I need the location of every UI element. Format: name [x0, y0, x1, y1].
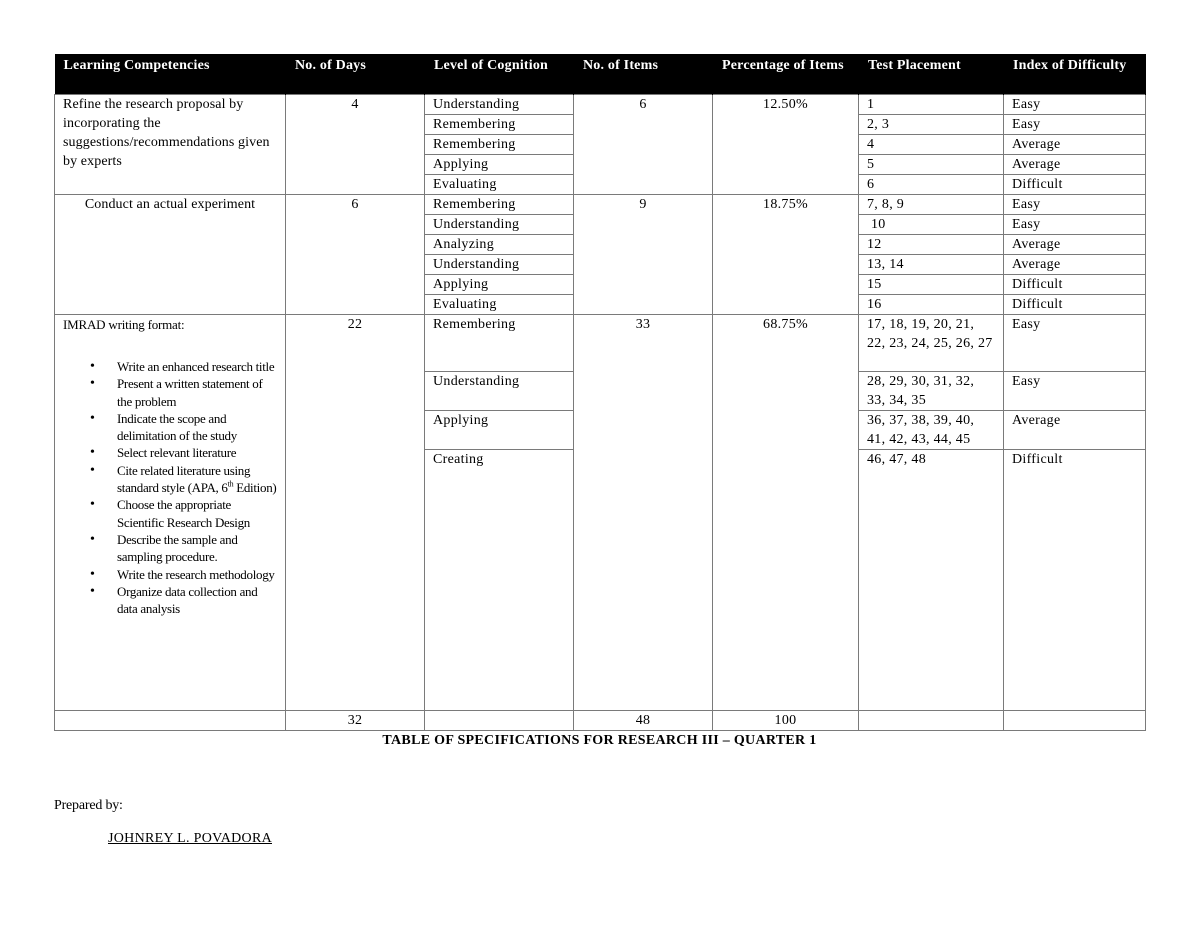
header-percentage-of-items: Percentage of Items [713, 54, 859, 95]
competency-1-percentage: 12.50% [713, 95, 859, 195]
list-item: • Choose the appropriate Scientific Research Design [117, 496, 277, 531]
competency-2-percentage: 18.75% [713, 195, 859, 315]
competency-3-heading: IMRAD writing format: [63, 317, 185, 332]
competency-3-percentage: 68.75% [713, 315, 859, 711]
cognition-cell: Applying [425, 155, 574, 175]
table-caption: TABLE OF SPECIFICATIONS FOR RESEARCH III – QUARTER 1 [382, 733, 817, 748]
competency-1-text: Refine the research proposal by incorporating the suggestions/recommendations given by experts [55, 95, 286, 195]
totals-row [55, 711, 1146, 731]
placement-cell: 7, 8, 9 [859, 195, 1004, 215]
placement-cell: 2, 3 [859, 115, 1004, 135]
cognition-cell: Evaluating [425, 295, 574, 315]
competency-3-cell [55, 315, 286, 711]
difficulty-cell: Average [1004, 255, 1146, 275]
cognition-cell: Remembering [425, 315, 574, 372]
list-item: • Describe the sample and sampling procedure. [117, 531, 277, 566]
cognition-cell: Remembering [425, 195, 574, 215]
header-learning-competencies: Learning Competencies [55, 54, 286, 95]
cognition-cell: Analyzing [425, 235, 574, 255]
placement-cell: 4 [859, 135, 1004, 155]
cite-text: Cite related literature using standard style (APA, 6 [117, 462, 251, 496]
placement-cell: 17, 18, 19, 20, 21, 22, 23, 24, 25, 26, 27 [859, 315, 1004, 372]
cognition-cell: Applying [425, 275, 574, 295]
header-test-placement: Test Placement [859, 54, 1004, 95]
cognition-cell: Evaluating [425, 175, 574, 195]
table-row [55, 95, 1146, 115]
competency-1-items: 6 [574, 95, 713, 195]
list-item: • Select relevant literature [117, 444, 277, 461]
cognition-cell: Understanding [425, 255, 574, 275]
difficulty-cell: Easy [1004, 372, 1146, 411]
total-percentage: 100 [713, 711, 859, 731]
list-item [117, 462, 277, 497]
totals-empty-cell [1004, 711, 1146, 731]
difficulty-cell: Difficult [1004, 295, 1146, 315]
placement-cell: 12 [859, 235, 1004, 255]
table-row [55, 195, 1146, 215]
list-item: • Present a written statement of the problem [117, 375, 277, 410]
cognition-cell: Remembering [425, 115, 574, 135]
preparer-name: JOHNREY L. POVADORA [108, 831, 272, 846]
difficulty-cell: Easy [1004, 195, 1146, 215]
header-index-of-difficulty: Index of Difficulty [1004, 54, 1146, 95]
difficulty-cell: Easy [1004, 215, 1146, 235]
difficulty-cell: Difficult [1004, 450, 1146, 711]
header-no-of-items: No. of Items [574, 54, 713, 95]
placement-cell: 10 [859, 215, 1004, 235]
placement-cell: 15 [859, 275, 1004, 295]
placement-cell: 1 [859, 95, 1004, 115]
totals-empty-cell [859, 711, 1004, 731]
total-days: 32 [286, 711, 425, 731]
competency-2-items: 9 [574, 195, 713, 315]
cognition-cell: Understanding [425, 215, 574, 235]
list-item: • Write an enhanced research title [117, 358, 277, 375]
cognition-cell: Creating [425, 450, 574, 711]
competency-3-items: 33 [574, 315, 713, 711]
cognition-cell: Applying [425, 411, 574, 450]
specification-table [54, 54, 1146, 731]
competency-3-bullet-list [63, 358, 277, 617]
placement-cell: 28, 29, 30, 31, 32, 33, 34, 35 [859, 372, 1004, 411]
difficulty-cell: Average [1004, 155, 1146, 175]
list-item: • Organize data collection and data analysis [117, 583, 277, 618]
table-header-row [55, 54, 1146, 95]
placement-cell: 36, 37, 38, 39, 40, 41, 42, 43, 44, 45 [859, 411, 1004, 450]
placement-cell: 13, 14 [859, 255, 1004, 275]
difficulty-cell: Easy [1004, 315, 1146, 372]
table-row [55, 315, 1146, 372]
competency-3-days: 22 [286, 315, 425, 711]
competency-2-days: 6 [286, 195, 425, 315]
difficulty-cell: Average [1004, 411, 1146, 450]
placement-cell: 16 [859, 295, 1004, 315]
difficulty-cell: Difficult [1004, 175, 1146, 195]
placement-cell: 5 [859, 155, 1004, 175]
list-item: • Indicate the scope and delimitation of the study [117, 410, 277, 445]
cognition-cell: Understanding [425, 95, 574, 115]
cognition-cell: Remembering [425, 135, 574, 155]
header-level-of-cognition: Level of Cognition [425, 54, 574, 95]
difficulty-cell: Easy [1004, 115, 1146, 135]
placement-cell: 6 [859, 175, 1004, 195]
competency-2-text: Conduct an actual experiment [55, 195, 286, 315]
difficulty-cell: Easy [1004, 95, 1146, 115]
placement-cell: 46, 47, 48 [859, 450, 1004, 711]
totals-empty-cell [425, 711, 574, 731]
difficulty-cell: Average [1004, 235, 1146, 255]
cognition-cell: Understanding [425, 372, 574, 411]
list-item: • Write the research methodology [117, 566, 277, 583]
header-no-of-days: No. of Days [286, 54, 425, 95]
cite-superscript: th [227, 479, 234, 489]
difficulty-cell: Difficult [1004, 275, 1146, 295]
competency-1-days: 4 [286, 95, 425, 195]
totals-empty-cell [55, 711, 286, 731]
prepared-by-label: Prepared by: [54, 798, 123, 813]
total-items: 48 [574, 711, 713, 731]
difficulty-cell: Average [1004, 135, 1146, 155]
cite-tail: Edition) [233, 480, 277, 496]
